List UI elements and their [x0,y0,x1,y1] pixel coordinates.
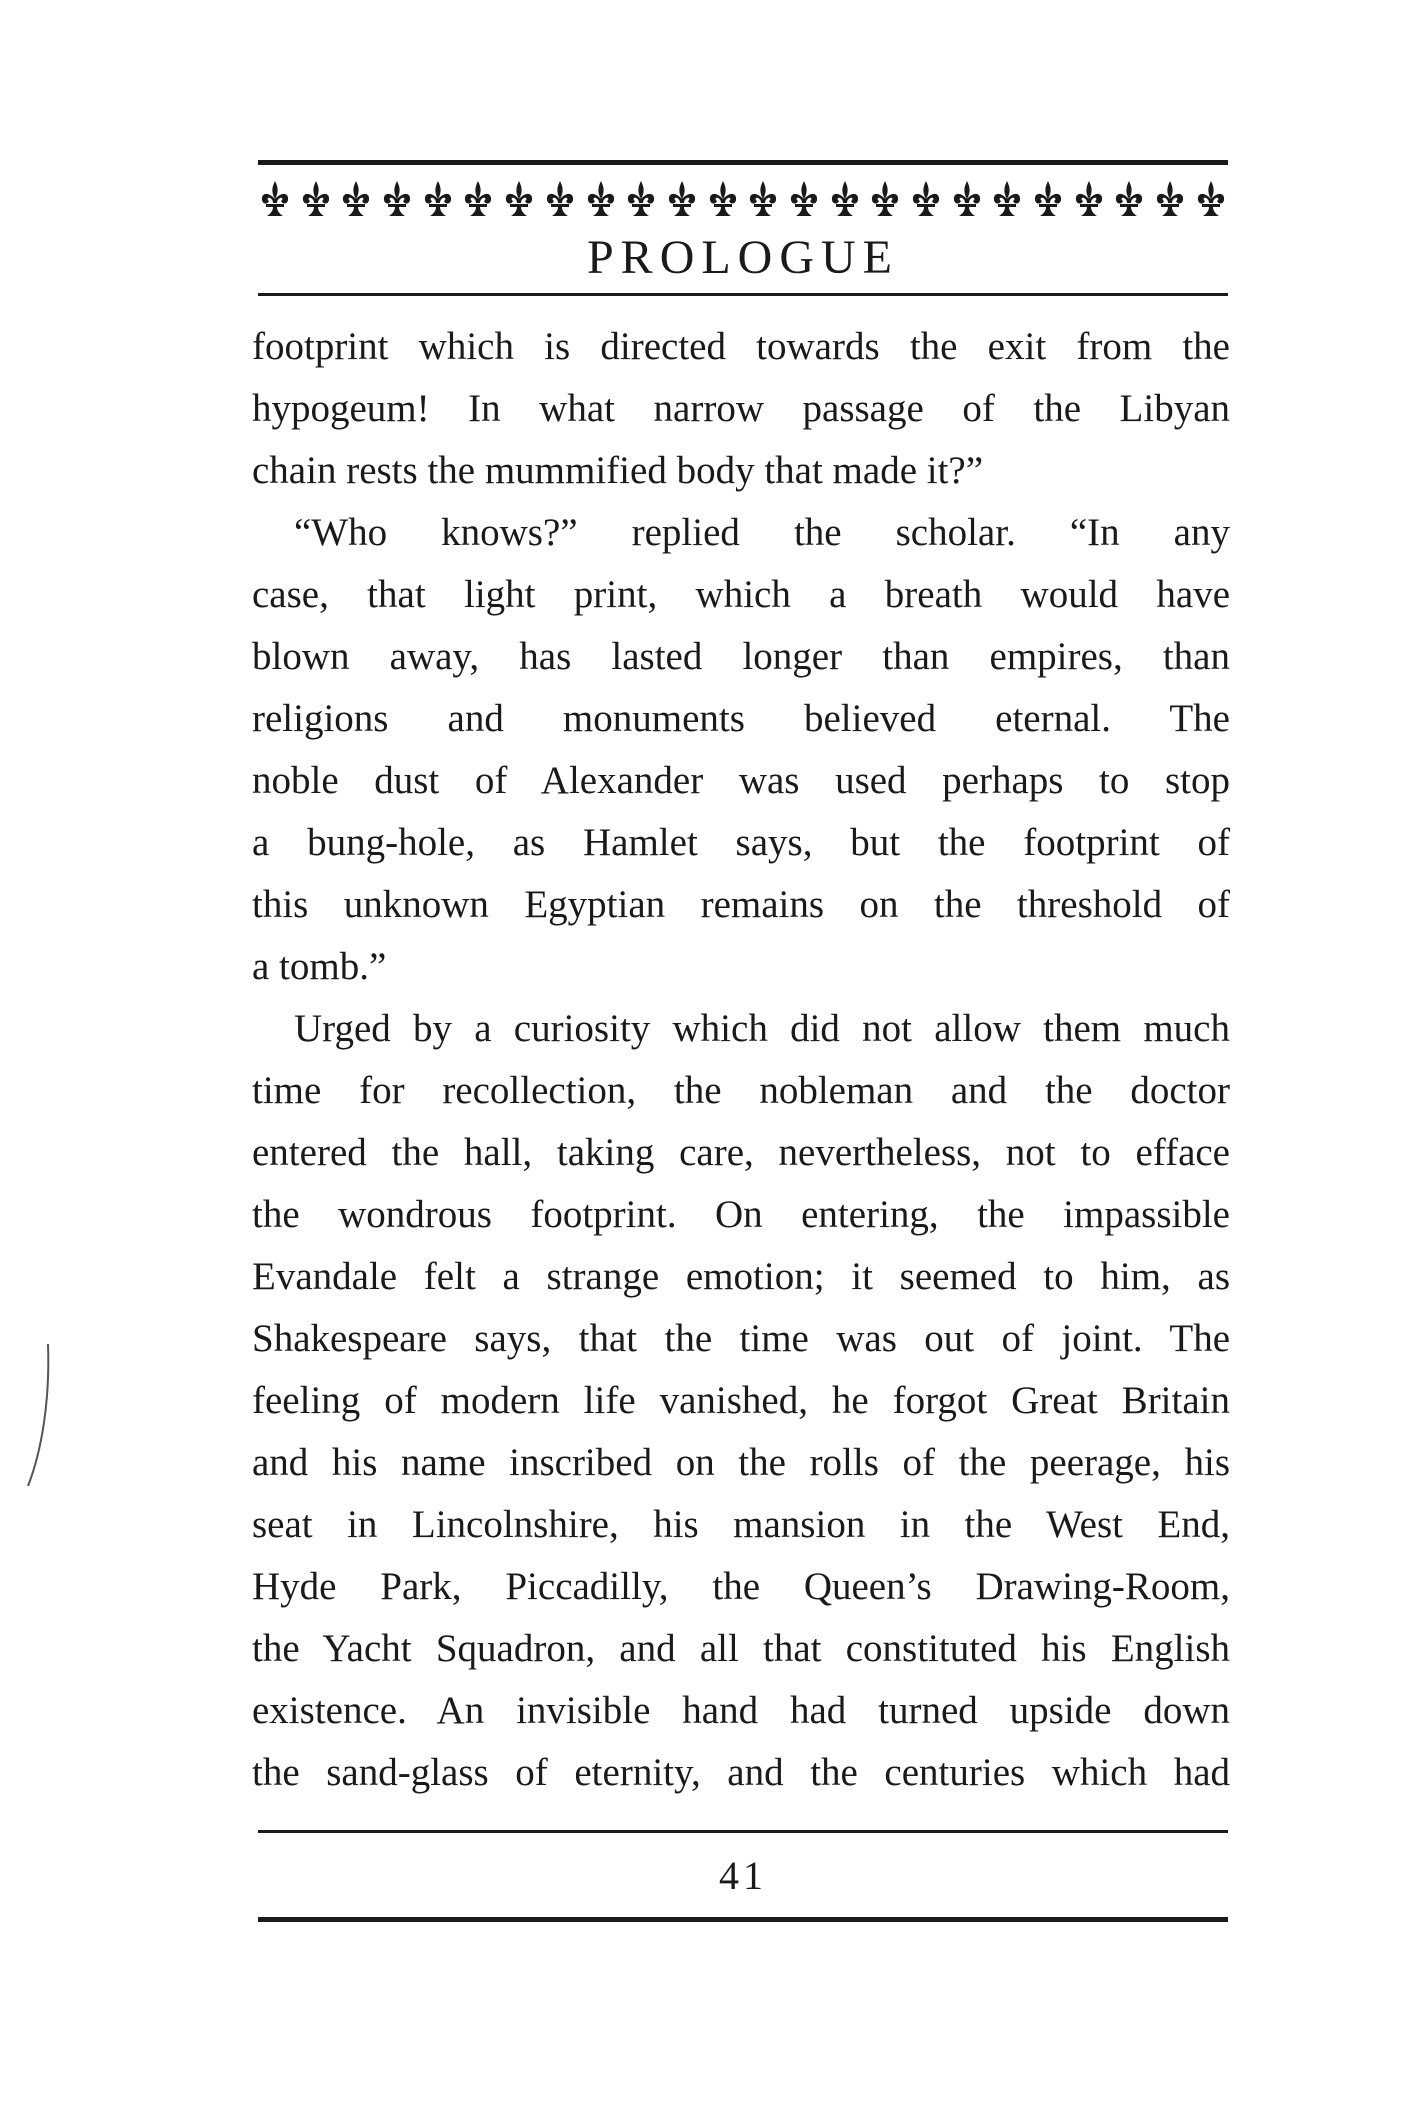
text-line: entered the hall, taking care, nevertheless, not to efface [252,1131,1230,1174]
fleur-de-lis-icon [1112,179,1146,219]
fleur-de-lis-icon [1194,179,1228,219]
paragraph [252,998,1230,1804]
fleur-de-lis-icon [1072,179,1106,219]
footer-rule-top [258,1830,1228,1833]
text-line: seat in Lincolnshire, his mansion in the West End, [252,1503,1230,1546]
text-line: a bung-hole, as Hamlet says, but the footprint of [252,821,1230,864]
fleur-de-lis-icon [665,179,699,219]
fleur-de-lis-icon [461,179,495,219]
text-line: footprint which is directed towards the exit from the [252,325,1230,368]
text-line: case, that light print, which a breath would have [252,573,1230,616]
header-rule-top [258,160,1228,165]
fleur-de-lis-icon [584,179,618,219]
footer-rule-bottom [258,1917,1228,1922]
text-line: Shakespeare says, that the time was out of joint. The [252,1317,1230,1360]
text-line: this unknown Egyptian remains on the threshold of [252,883,1230,926]
fleur-de-lis-icon [828,179,862,219]
text-line: existence. An invisible hand had turned upside down [252,1689,1230,1732]
text-line: Urged by a curiosity which did not allow them much [294,1007,1230,1050]
fleur-de-lis-icon [258,179,292,219]
text-line: and his name inscribed on the rolls of the peerage, his [252,1441,1230,1484]
running-head: PROLOGUE [586,231,899,284]
fleur-de-lis-icon [299,179,333,219]
text-line: “Who knows?” replied the scholar. “In any [294,511,1230,554]
text-line: time for recollection, the nobleman and the doctor [252,1069,1230,1112]
ornament-border [258,175,1228,223]
fleur-de-lis-icon [1031,179,1065,219]
text-line: Evandale felt a strange emotion; it seemed to him, as [252,1255,1230,1298]
fleur-de-lis-icon [990,179,1024,219]
text-line: a tomb.” [252,945,387,988]
text-line: feeling of modern life vanished, he forgot Great Britain [252,1379,1230,1422]
fleur-de-lis-icon [909,179,943,219]
fleur-de-lis-icon [624,179,658,219]
page-number: 41 [719,1853,767,1898]
fleur-de-lis-icon [380,179,414,219]
text-line: the Yacht Squadron, and all that constituted his English [252,1627,1230,1670]
text-line: Hyde Park, Piccadilly, the Queen’s Drawing-Room, [252,1565,1230,1608]
text-line: noble dust of Alexander was used perhaps to stop [252,759,1230,802]
fleur-de-lis-icon [868,179,902,219]
paragraph [252,502,1230,998]
header-rule-bottom [258,293,1228,296]
fleur-de-lis-icon [502,179,536,219]
text-line: blown away, has lasted longer than empires, than [252,635,1230,678]
fleur-de-lis-icon [706,179,740,219]
fleur-de-lis-icon [746,179,780,219]
text-line: hypogeum! In what narrow passage of the Libyan [252,387,1230,430]
fleur-de-lis-icon [787,179,821,219]
margin-pencil-mark [22,1340,52,1490]
body-text [252,316,1230,1804]
fleur-de-lis-icon [543,179,577,219]
text-line: religions and monuments believed eternal. The [252,697,1230,740]
text-line: chain rests the mummified body that made it?” [252,449,984,492]
text-line: the wondrous footprint. On entering, the impassible [252,1193,1230,1236]
fleur-de-lis-icon [950,179,984,219]
paragraph [252,316,1230,502]
fleur-de-lis-icon [1153,179,1187,219]
fleur-de-lis-icon [339,179,373,219]
fleur-de-lis-icon [421,179,455,219]
text-line: the sand-glass of eternity, and the centuries which had [252,1751,1230,1794]
